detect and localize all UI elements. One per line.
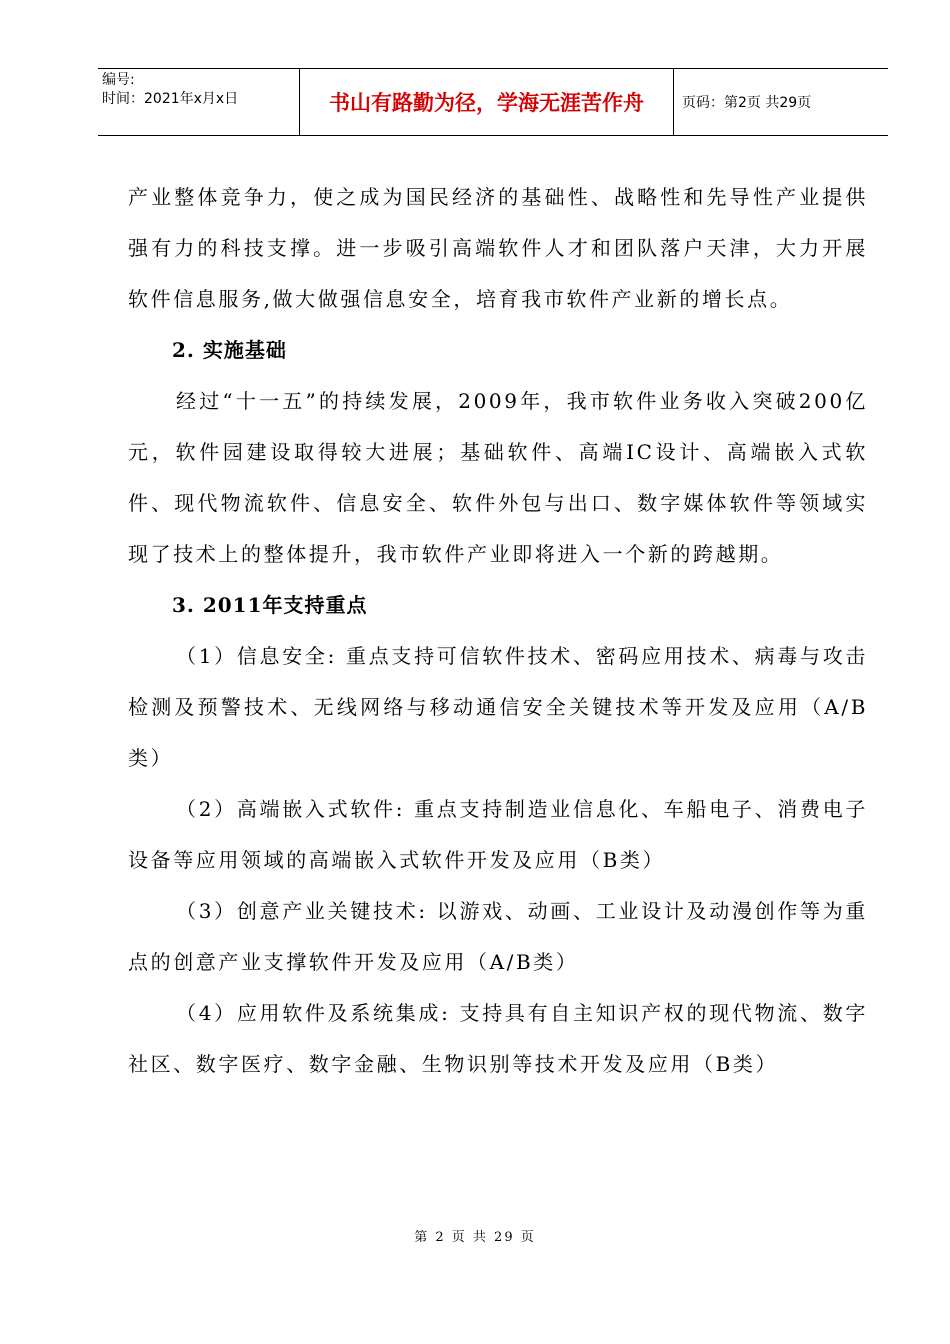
document-body [128, 172, 868, 1090]
page-footer: 第 2 页 共 29 页 [414, 1230, 536, 1245]
page-header [98, 68, 888, 136]
header-meta [98, 69, 300, 135]
priority-item-embedded: （2）高端嵌入式软件: 重点支持制造业信息化、车船电子、消费电子设备等应用领域的高端嵌入式软件开发及应用（B类） [128, 797, 868, 872]
header-page-info: 页码：第2页 共29页 [682, 95, 812, 111]
paragraph-intro: 产业整体竞争力，使之成为国民经济的基础性、战略性和先导性产业提供强有力的科技支撑。进一步吸引高端软件人才和团队落户天津，大力开展软件信息服务,做大做强信息安全，培育我市软件产业新的增长点。 [128, 185, 868, 311]
header-number-label: 编号: [102, 72, 135, 88]
section-heading-foundation: 2. 实施基础 [172, 338, 287, 362]
section-heading-priorities: 3. 2011年支持重点 [172, 593, 368, 617]
priority-item-security: （1）信息安全: 重点支持可信软件技术、密码应用技术、病毒与攻击检测及预警技术、无线网络与移动通信安全关键技术等开发及应用（A/B类） [128, 644, 868, 770]
priority-item-applications: （4）应用软件及系统集成: 支持具有自主知识产权的现代物流、数字社区、数字医疗、数字金融、生物识别等技术开发及应用（B类） [128, 1001, 868, 1076]
header-time: 时间：2021年x月x日 [102, 91, 239, 107]
header-motto: 书山有路勤为径，学海无涯苦作舟 [300, 69, 674, 135]
priority-item-creative: （3）创意产业关键技术: 以游戏、动画、工业设计及动漫创作等为重点的创意产业支撑软件开发及应用（A/B类） [128, 899, 868, 974]
paragraph-foundation: 经过“十一五”的持续发展，2009年，我市软件业务收入突破200亿元，软件园建设取得较大进展；基础软件、高端IC设计、高端嵌入式软件、现代物流软件、信息安全、软件外包与出口、数字媒体软件等领域实现了技术上的整体提升，我市软件产业即将进入一个新的跨越期。 [128, 389, 868, 566]
